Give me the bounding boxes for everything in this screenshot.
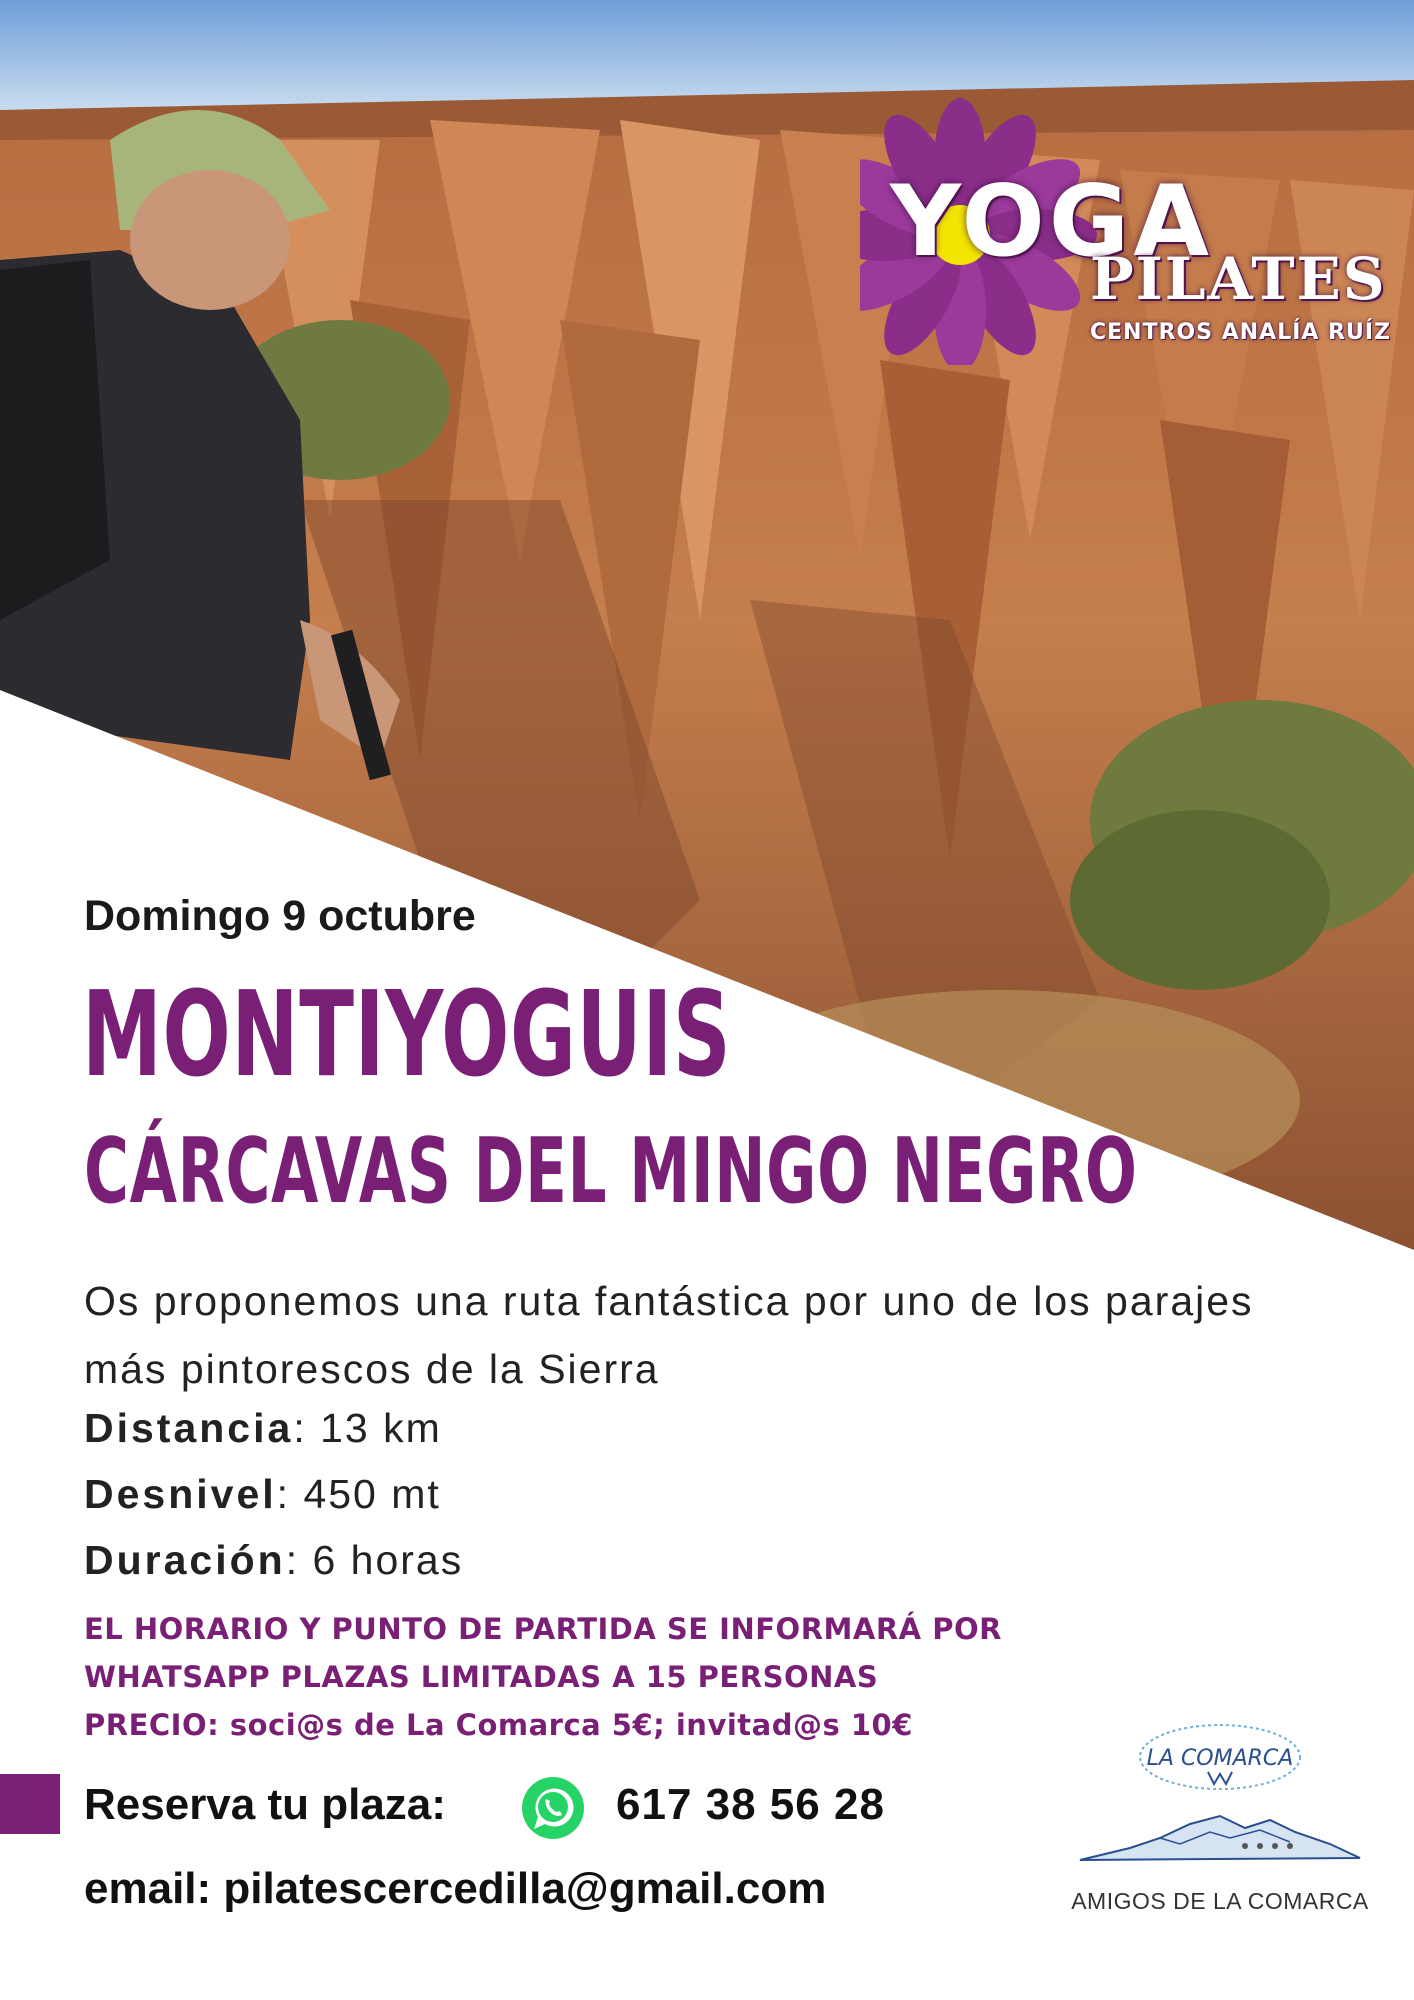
notice-line-1: EL HORARIO Y PUNTO DE PARTIDA SE INFORMARÁ POR: [84, 1612, 1002, 1646]
event-description: Os proponemos una ruta fantástica por uno de los parajes más pintorescos de la Sierra: [84, 1278, 1254, 1392]
svg-text:LA COMARCA: LA COMARCA: [1146, 1746, 1294, 1771]
whatsapp-icon[interactable]: [520, 1775, 586, 1841]
logo-pilates-text: PILATES: [1090, 245, 1387, 313]
duration-row: [84, 1537, 463, 1584]
email-address[interactable]: email: pilatescercedilla@gmail.com: [84, 1864, 827, 1913]
event-date: Domingo 9 octubre: [84, 892, 476, 940]
la-comarca-logo-icon: [1070, 1720, 1370, 1900]
duration-label: Duración: [84, 1537, 286, 1583]
distance-value: : 13 km: [293, 1405, 442, 1451]
logo-centros-text: CENTROS ANALÍA RUÍZ: [1090, 320, 1392, 345]
logo-yoga-text: YOGA: [890, 165, 1214, 279]
partner-label: AMIGOS DE LA COMARCA: [1071, 1888, 1369, 1914]
elevation-label: Desnivel: [84, 1471, 277, 1517]
distance-label: Distancia: [84, 1405, 294, 1451]
reserve-label: Reserva tu plaza:: [84, 1780, 446, 1829]
phone-number[interactable]: 617 38 56 28: [616, 1780, 885, 1829]
event-subtitle: CÁRCAVAS DEL MINGO NEGRO: [84, 1119, 1138, 1224]
distance-row: [84, 1405, 442, 1452]
notice-line-3: PRECIO: soci@s de La Comarca 5€; invitad@s 10€: [84, 1708, 913, 1742]
elevation-value: : 450 mt: [276, 1471, 441, 1517]
notice-line-2: WHATSAPP PLAZAS LIMITADAS A 15 PERSONAS: [84, 1660, 879, 1694]
accent-bar: [0, 1774, 60, 1834]
event-title: MONTIYOGUIS: [82, 965, 732, 1103]
elevation-row: [84, 1471, 441, 1518]
duration-value: : 6 horas: [285, 1537, 464, 1583]
